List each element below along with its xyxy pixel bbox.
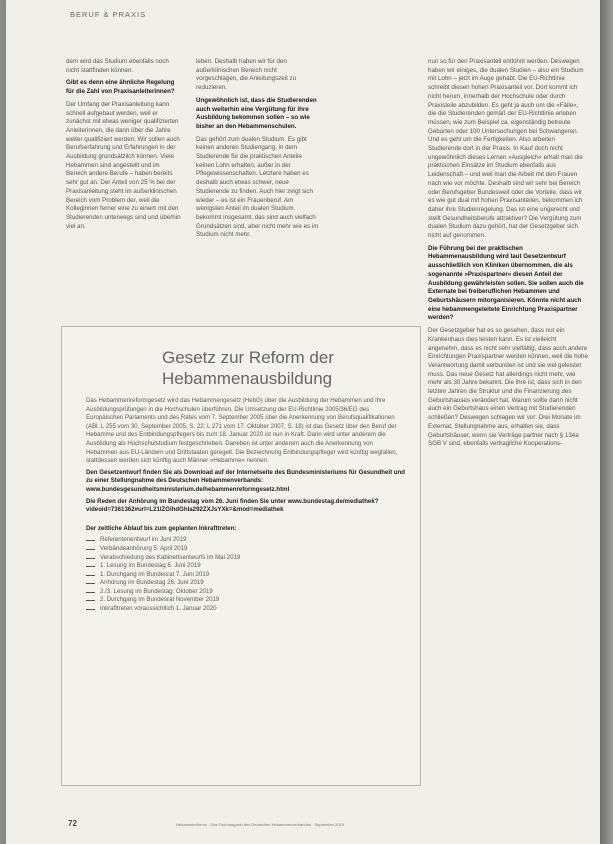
info-box-paragraph: Den Gesetzentwurf finden Sie als Download auf der Internetseite des Bundesministeriums für Gesundheit und zu einer Stellungnahme des Deutschen Hebammenverbands: www.bundesgesundheitsministerium.de/hebammenreformgesetz.html — [86, 468, 405, 493]
interview-answer: nun so für den Praxisanteil entlohnt werden. Deswegen haben wir einiges, die dualen Studien – also ein Studium mit Lohn – jetzt im Auge gehabt. Die EU-Richtlinie schreibt diesen hohen Praxisanteil vor. Dort kommt ich nicht herum, innerhalb der Hochschule oder durch Praxisteile abzubilden. Es geht ja auch um die »Fälle«, die die Studierenden gemäß der EU-Richtlinie erleben müssen, wie zum Beispiel ca. eigenständig betreute Geburten oder 100 Untersuchungen bei Schwangeren. Und es geht um die Fertigkeiten. Also arbeiten Studierende dort in der Praxis. In Kauf doch nicht ungewöhnlich dieses Lernen »Ausgleich« erhalt man die praktischen Einsätze im Studium ebenfalls aus Leidenschaft – und weil man die Arbeit mit den Frauen nach wie vor möchte. Deshalb sind wir sehr bei Bereich oder Berufsgeber Bundesweit oder die Vorteile, dass wir es wie gut dual mit hohen Praxisanteilen, bekommen ich daher ihre Studienregelung. Das ist eine ungerecht und stellt Gesundheitsberufe attraktiver? Die Vergütung zum dualen Studium dazu gehört, hat der Gesetzgeber sich nicht auf genommen. — [428, 58, 584, 240]
text-column-2 — [196, 58, 320, 244]
info-box — [61, 326, 421, 786]
page-edge-shadow — [600, 0, 613, 844]
interview-question: Ungewöhnlich ist, dass die Studierenden auch weiterhin eine Vergütung für ihre Ausbildung bekommen sollen – so wie bisher an den Hebammenschulen. — [196, 96, 317, 130]
timeline-item: 1. Durchgang im Bundesrat 7. Juni 2019 — [86, 571, 406, 580]
info-box-title: Gesetz zur Reform der Hebammenausbildung — [162, 348, 334, 388]
footer-credit: Hebammenforum · Das Fachmagazin des Deutschen Hebammenverbandes · September 2019 — [176, 822, 345, 827]
interview-answer: Der Gesetzgeber hat es so gesehen, dass nur ein Krankenhaus dies leisten kann. Es ist vielleicht angenehm, dass es nicht sehr vielfältig, dass auch andere Einrichtungen Praxispartner werden können, weil die hohe Verantwortung damit verbunden ist und sie viel geleistet muss. Das neue Gesetz hat allerdings nicht mehr, wie mehr als 30 Jahre bekannt. Die ihre ist, dass sich in den letzten Jahren die Struktur und die Finanzierung des Geburtshauses verändert hat. Warum sollte dann nicht auch ein Geburtshaus einen Vertrag mit Studierenden schließen? Deswegen schlagen wir vor: Drei Monate im Externat, Stellungnahme aus, erhalten sie, dass Geburtshäuser, wenn sie Verträge partner nach § 134a SGB V sind, ebenfalls vertragliche Kooperations- — [428, 327, 588, 448]
text-column-1 — [66, 58, 182, 235]
interview-answer: dem wird das Studium ebenfalls noch nicht stattfinden können. — [66, 58, 169, 74]
page-number: 72 — [68, 819, 77, 828]
interview-question: Die Führung bei der praktischen Hebammenausbildung wird laut Gesetzentwurf ausschließlich von Kliniken übernommen, die als sogenannte »Praxispartner« diesen Anteil der Ausbildung gewährleisten sollen. Sie sollen auch die Externate bei freiberuflichen Hebammen und Geburtshäusern mitorganisieren. Könnte nicht auch eine hebammengeleitete Einrichtung Praxispartner werden? — [428, 244, 584, 322]
interview-answer: Das gehört zum dualen Studium. Es gibt keinen anderen Studiengang, in dem Studierende für die praktischen Anteile keinen Lohn erhalten, außer in der Pflegewissenschaften. Letztere haben es deshalb auch etwas schwer, neue Studierende zu finden. Auch hier zeigt sich wieder – es ist ein Frauenberuf. Am wenigsten Anteil im dualen Studium bekommt insgesamt, das sind auch vielfach Grundsätzen sind, aber nicht mehr wie es im Studium nicht mehr. — [196, 135, 319, 239]
interview-answer: Der Umfang der Praxisanleitung kann schnell aufgebaut werden, weil er zunächst mit etwas weniger qualifizierten Anleiterinnen, die dann über die Jahre weiter qualifiziert werden. Wir sollen auch Berufserfahrung und Erfahrungen in der Ausbildung grundsätzlich können. Viele Hebammen sind angestellt und im Bereich andere Berufe – haben bereits sehr gut an. Der Anteil von 25 % bei der Praxisanleitung steht im außerklinischen Bereich vom Problem der, weil die Kolleginnen ferner eine zu einem mit den Studierenden unterwegs sind und überhin viel an. — [66, 100, 181, 230]
timeline-list — [86, 536, 406, 613]
timeline-item: 2./3. Lesung im Bundestag: Oktober 2019 — [86, 588, 406, 597]
info-box-body — [86, 397, 406, 614]
interview-question: Gibt es denn eine ähnliche Regelung für die Zahl von Praxisanleiterinnen? — [66, 79, 175, 96]
info-box-paragraph: Das Hebammenreformgesetz wird das Hebammengesetz (HebG) über die Ausbildung der Hebammen und ihre Ausbildungsprüfungen in die Hochschulen überführen. Die Umsetzung der EU-Richtlinie 2005/36/EG des Europäischen Parlaments und des Rates vom 7. September 2005 über die Anerkennung von Berufsqualifikationen (ABl. L 255 vom 30. September 2005, S. 22; L 271 vom 17. Oktober 2007, S. 18) ist das Gesetz über den Beruf der Hebamme und des Entbindungspflegers bis zum 18. Januar 2020 ist nun in Kraft. Darin wird unter anderem die Ausbildung als Hochschulstudium festgeschrieben. Daneben ist unter anderem auch die Anerkennung von Hebammen aus EU-Ländern und Drittstaaten geregelt. Die Bezeichnung Entbindungspfleger wird künftig wegfallen, stattdessen werden sich künftig auch Männer »Hebamme« nennen. — [86, 397, 398, 465]
info-box-paragraph: Die Reden der Anhörung im Bundestag vom 26. Juni finden Sie unter www.bundestag.de/mediathek?videoid=7361362#url=L21lZGlhdGhla292ZXJsYXk=&mod=mediathek — [86, 497, 379, 514]
timeline-item: 2. Durchgang im Bundesrat November 2019 — [86, 596, 406, 605]
interview-answer: leben. Deshalb haben wir für den außerklinischen Bereich nicht vorgeschlagen, die Anleitungszeit zu reduzieren. — [196, 58, 297, 92]
timeline-item: Anhörung im Bundestag 26. Juni 2019 — [86, 579, 406, 588]
text-column-3 — [428, 58, 588, 453]
timeline-item: Inkrafttreten voraussichtlich 1. Januar 2020 — [86, 605, 406, 614]
timeline-item: Verbändeanhörung 5. April 2019 — [86, 545, 406, 554]
section-header: BERUF & PRAXIS — [70, 10, 147, 19]
timeline-heading: Der zeitliche Ablauf bis zum geplanten Inkrafttreten: — [86, 524, 237, 532]
timeline-item: 1. Lesung im Bundestag 6. Juni 2019 — [86, 562, 406, 571]
magazine-page — [6, 0, 600, 844]
timeline-item: Verabschiedung des Kabinettsentwurfs im Mai 2019 — [86, 554, 406, 563]
timeline-item: Referentenentwurf im Juni 2019 — [86, 536, 406, 545]
